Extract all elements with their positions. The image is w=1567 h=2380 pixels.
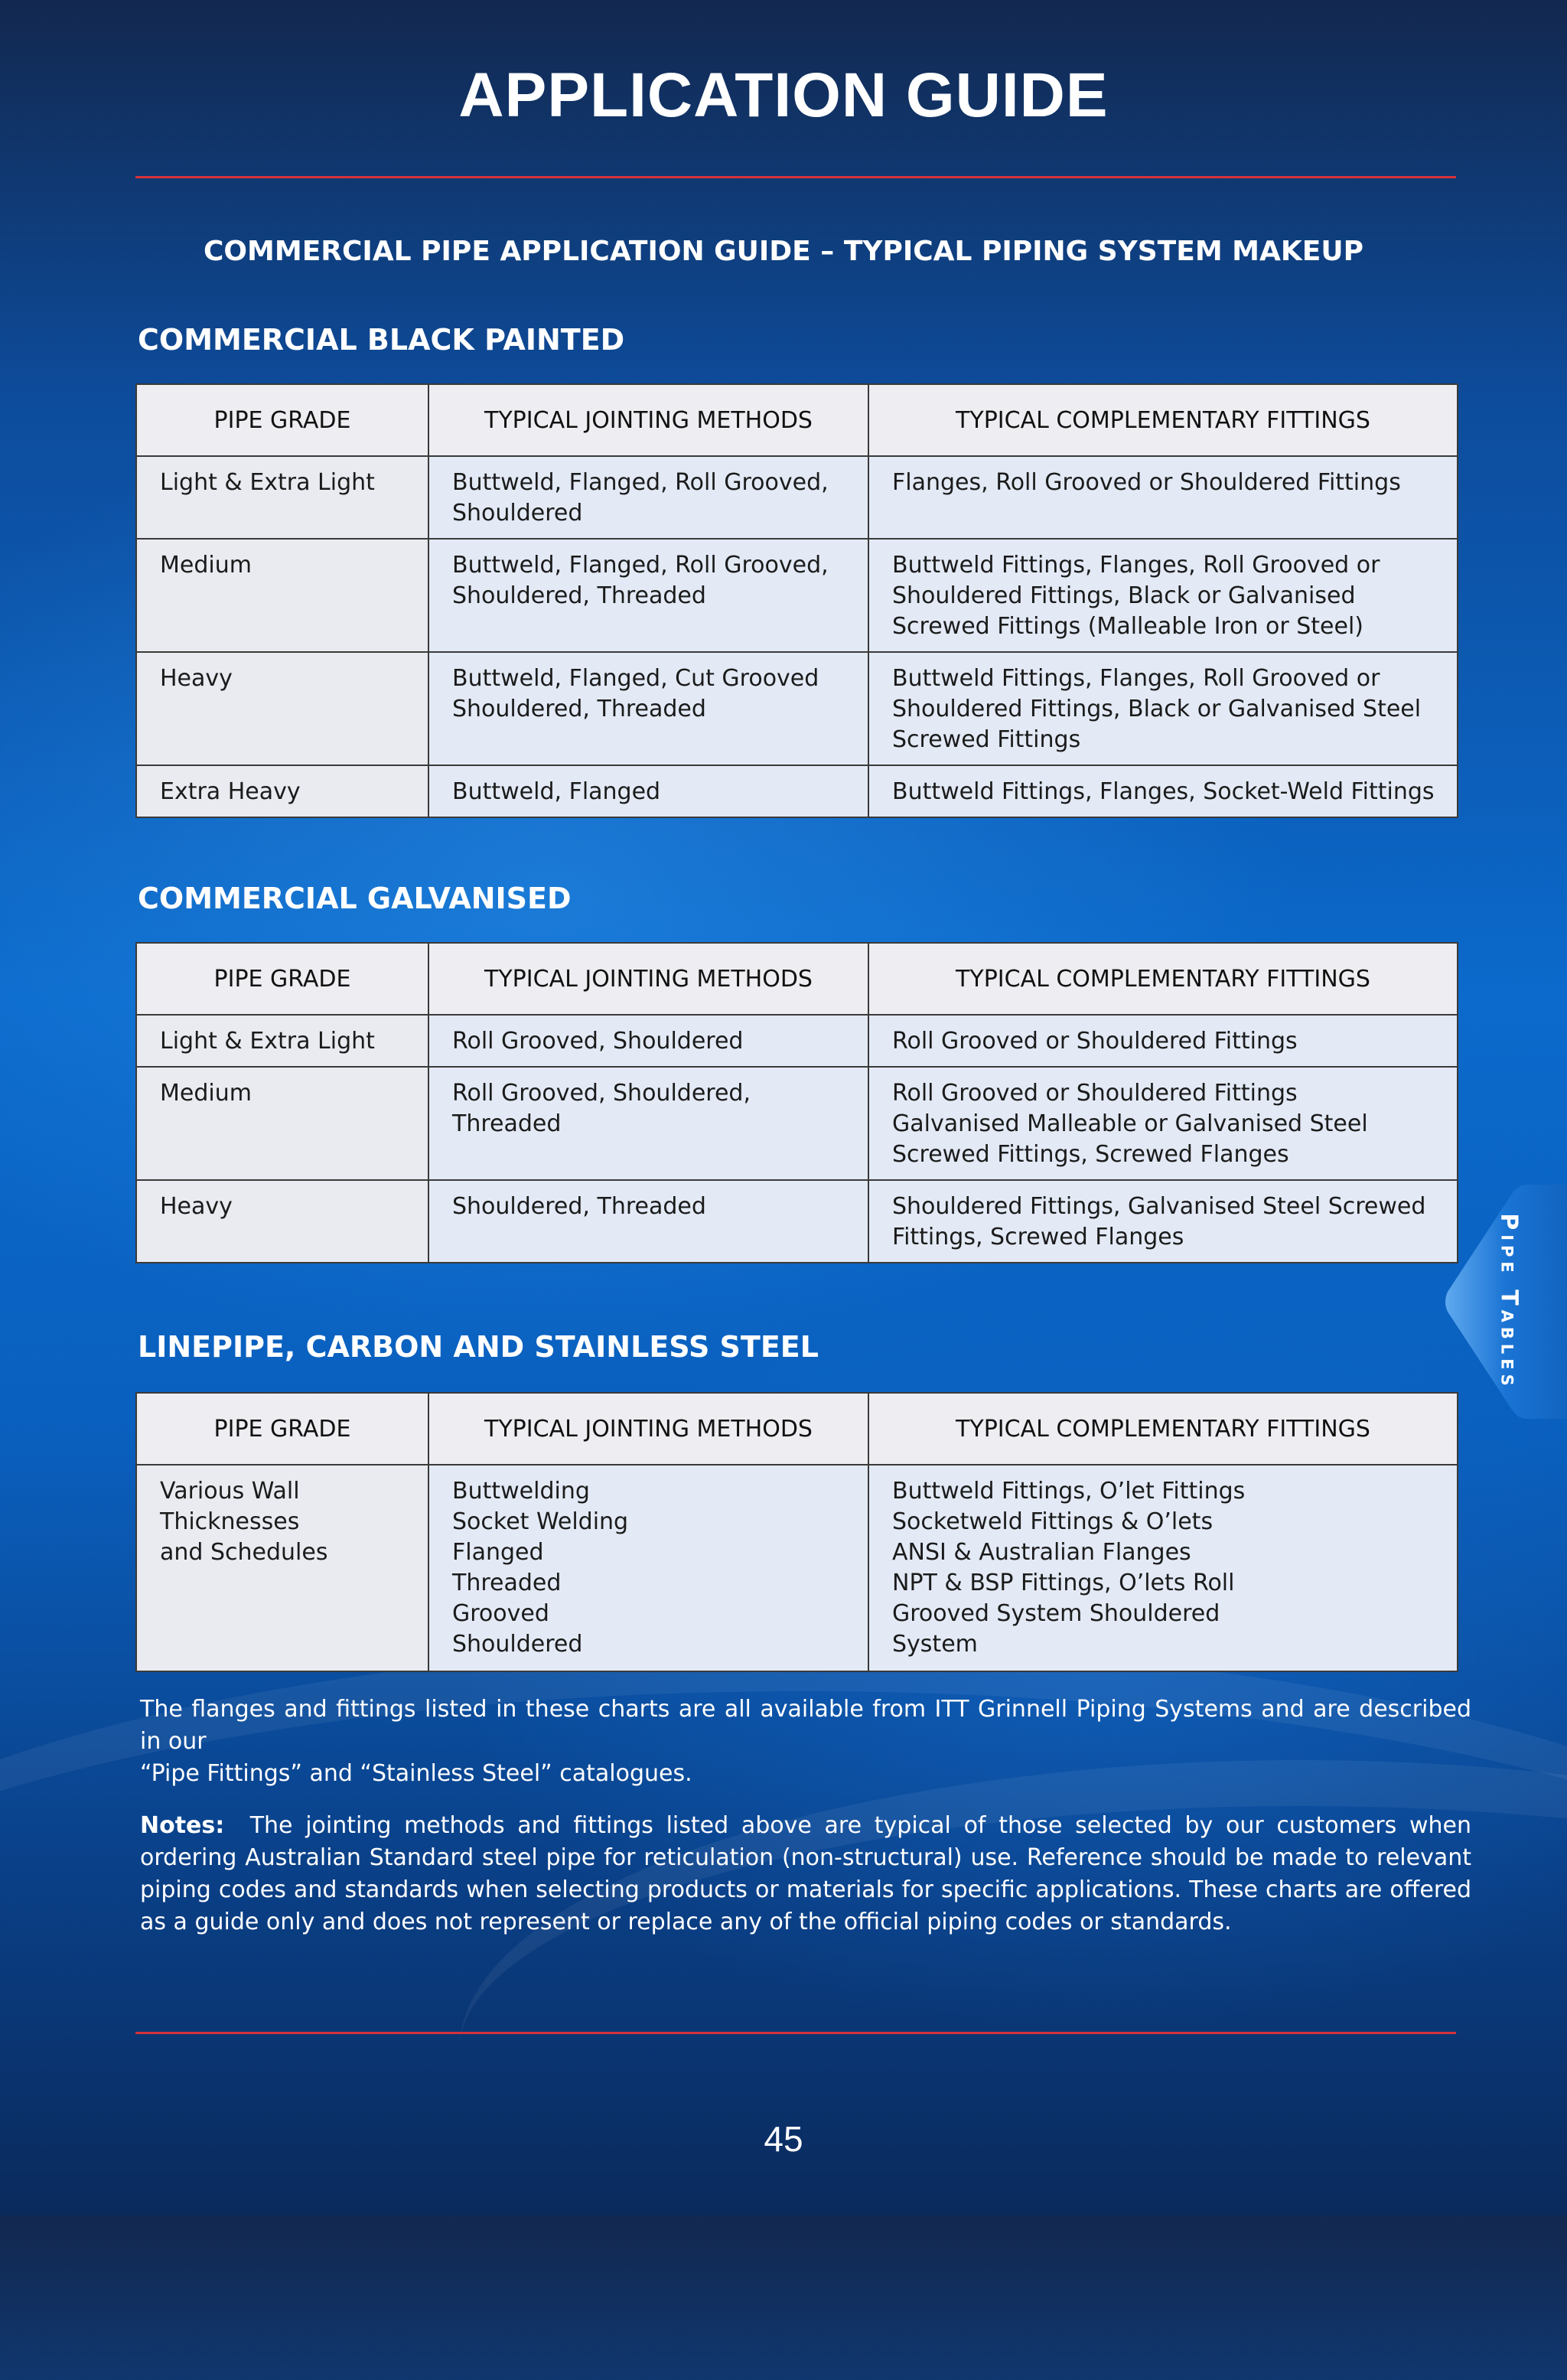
pipe-grade-cell: Heavy <box>136 652 428 765</box>
column-header-complementary-fittings: TYPICAL COMPLEMENTARY FITTINGS <box>868 943 1458 1015</box>
notes-paragraph <box>140 1810 1471 1938</box>
table-row <box>136 539 1458 652</box>
table-row <box>136 1465 1458 1671</box>
jointing-methods-cell: Buttweld, Flanged, Cut Grooved Shouldered, Threaded <box>428 652 868 765</box>
bottom-divider <box>135 2032 1456 2034</box>
table-row <box>136 1015 1458 1067</box>
table-linepipe <box>135 1392 1458 1672</box>
pipe-grade-cell: Medium <box>136 539 428 652</box>
fittings-cell: Buttweld Fittings, O’let Fittings Socketweld Fittings & O’lets ANSI & Australian Flanges NPT & BSP Fittings, O’lets Roll Grooved System Shouldered System <box>868 1465 1458 1671</box>
fittings-cell: Buttweld Fittings, Flanges, Socket-Weld Fittings <box>868 765 1458 817</box>
jointing-methods-cell: Buttweld, Flanged <box>428 765 868 817</box>
side-tab-label: Pipe Tables <box>1495 1213 1523 1391</box>
fittings-cell: Buttweld Fittings, Flanges, Roll Grooved or Shouldered Fittings, Black or Galvanised Steel Screwed Fittings <box>868 652 1458 765</box>
top-divider <box>135 176 1456 178</box>
table-galvanised <box>135 942 1458 1263</box>
jointing-methods-cell: Shouldered, Threaded <box>428 1180 868 1263</box>
fittings-cell: Roll Grooved or Shouldered Fittings <box>868 1015 1458 1067</box>
page-title: APPLICATION GUIDE <box>458 60 1109 130</box>
notes-text: The jointing methods and fittings listed above are typical of those selected by our customers when ordering Australian Standard steel pipe for reticulation (non-structural) use. Reference should be made to relevant piping codes and standards when selecting products or materials for specific applications. These charts are offered as a guide only and does not represent or replace any of the official piping codes or standards. <box>140 1812 1472 1935</box>
column-header-complementary-fittings: TYPICAL COMPLEMENTARY FITTINGS <box>868 384 1458 456</box>
jointing-methods-cell: Roll Grooved, Shouldered <box>428 1015 868 1067</box>
jointing-methods-cell: Roll Grooved, Shouldered, Threaded <box>428 1067 868 1180</box>
section-heading-black-painted: COMMERCIAL BLACK PAINTED <box>138 323 625 357</box>
table-row <box>136 1067 1458 1180</box>
pipe-grade-cell: Extra Heavy <box>136 765 428 817</box>
table-row <box>136 652 1458 765</box>
notes-label: Notes: <box>140 1812 225 1839</box>
fittings-cell: Roll Grooved or Shouldered Fittings Galvanised Malleable or Galvanised Steel Screwed Fittings, Screwed Flanges <box>868 1067 1458 1180</box>
page-subtitle: COMMERCIAL PIPE APPLICATION GUIDE – TYPICAL PIPING SYSTEM MAKEUP <box>204 236 1363 267</box>
column-header-jointing-methods: TYPICAL JOINTING METHODS <box>428 1393 868 1465</box>
table-header-row <box>136 1393 1458 1465</box>
availability-note-line: The flanges and fittings listed in these charts are all available from ITT Grinnell Piping Systems and are described in our <box>140 1696 1471 1755</box>
column-header-jointing-methods: TYPICAL JOINTING METHODS <box>428 943 868 1015</box>
availability-note-line: “Pipe Fittings” and “Stainless Steel” catalogues. <box>140 1760 692 1787</box>
table-header-row <box>136 384 1458 456</box>
column-header-complementary-fittings: TYPICAL COMPLEMENTARY FITTINGS <box>868 1393 1458 1465</box>
pipe-grade-cell: Heavy <box>136 1180 428 1263</box>
pipe-grade-cell: Light & Extra Light <box>136 456 428 539</box>
fittings-cell: Flanges, Roll Grooved or Shouldered Fittings <box>868 456 1458 539</box>
table-black-painted <box>135 383 1458 818</box>
table-header-row <box>136 943 1458 1015</box>
column-header-pipe-grade: PIPE GRADE <box>136 384 428 456</box>
availability-note <box>140 1694 1471 1790</box>
table-row <box>136 1180 1458 1263</box>
pipe-grade-cell: Medium <box>136 1067 428 1180</box>
fittings-cell: Shouldered Fittings, Galvanised Steel Screwed Fittings, Screwed Flanges <box>868 1180 1458 1263</box>
jointing-methods-cell: Buttweld, Flanged, Roll Grooved, Shouldered <box>428 456 868 539</box>
page-number: 45 <box>764 2119 803 2159</box>
section-heading-galvanised: COMMERCIAL GALVANISED <box>138 882 572 915</box>
pipe-grade-cell: Light & Extra Light <box>136 1015 428 1067</box>
column-header-pipe-grade: PIPE GRADE <box>136 943 428 1015</box>
fittings-cell: Buttweld Fittings, Flanges, Roll Grooved or Shouldered Fittings, Black or Galvanised Screwed Fittings (Malleable Iron or Steel) <box>868 539 1458 652</box>
table-row <box>136 456 1458 539</box>
side-tab-pipe-tables[interactable] <box>1443 1185 1567 1419</box>
column-header-pipe-grade: PIPE GRADE <box>136 1393 428 1465</box>
section-heading-linepipe: LINEPIPE, CARBON AND STAINLESS STEEL <box>138 1330 819 1364</box>
jointing-methods-cell: Buttwelding Socket Welding Flanged Threaded Grooved Shouldered <box>428 1465 868 1671</box>
jointing-methods-cell: Buttweld, Flanged, Roll Grooved, Shouldered, Threaded <box>428 539 868 652</box>
pipe-grade-cell: Various Wall Thicknesses and Schedules <box>136 1465 428 1671</box>
column-header-jointing-methods: TYPICAL JOINTING METHODS <box>428 384 868 456</box>
table-row <box>136 765 1458 817</box>
